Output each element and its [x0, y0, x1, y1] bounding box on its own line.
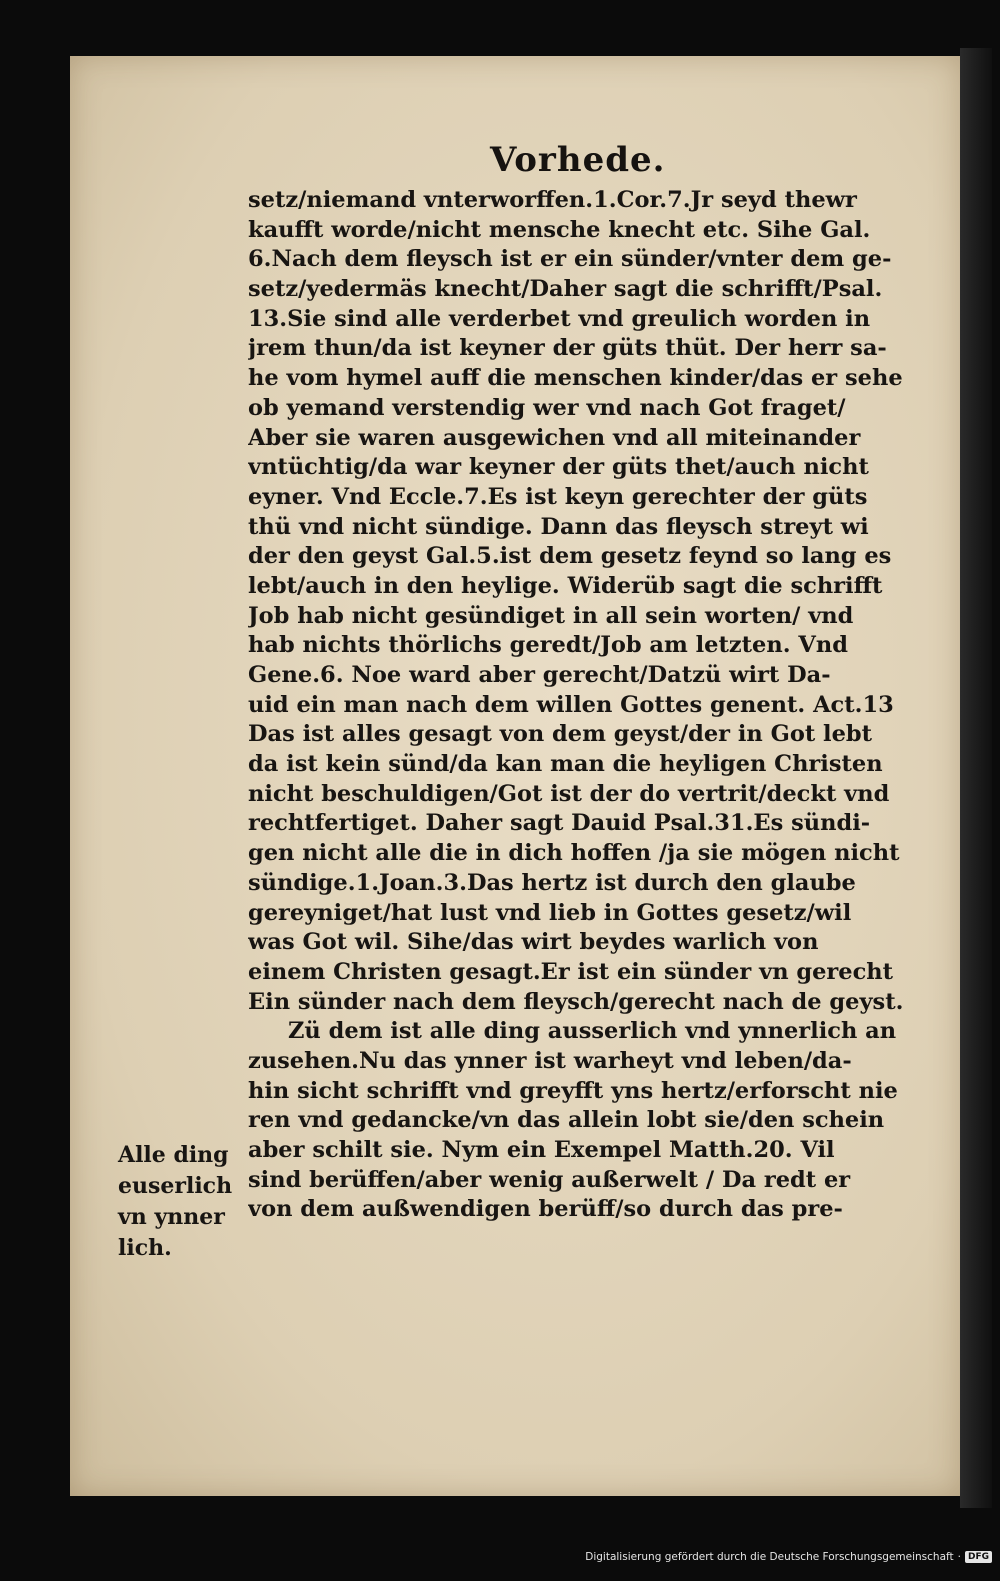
text-line: gereyniget/hat lust vnd lieb in Gottes gesetz/wil	[248, 899, 852, 926]
text-line: Aber sie waren ausgewichen vnd all miteinander	[248, 424, 861, 451]
body-text	[248, 186, 938, 1225]
text-line: hab nichts thörlichs geredt/Job am letzten. Vnd	[248, 632, 848, 659]
page-header: Vorhede.	[490, 140, 666, 180]
text-line: jrem thun/da ist keyner der güts thüt. Der herr sa-	[248, 335, 887, 362]
dfg-logo: DFG	[965, 1551, 992, 1563]
text-line: sündige.1.Joan.3.Das hertz ist durch den glaube	[248, 869, 856, 896]
marginal-line: Alle ding	[118, 1142, 229, 1168]
text-line: gen nicht alle die in dich hoffen /ja sie mögen nicht	[248, 840, 900, 867]
text-line: aber schilt sie. Nym ein Exempel Matth.20. Vil	[248, 1137, 835, 1163]
text-line: eyner. Vnd Eccle.7.Es ist keyn gerechter der güts	[248, 483, 868, 510]
text-line: nicht beschuldigen/Got ist der do vertrit/deckt vnd	[248, 780, 890, 807]
marginal-line: lich.	[118, 1235, 172, 1261]
book-edge	[960, 48, 992, 1508]
text-line: sind berüffen/aber wenig außerwelt / Da redt er	[248, 1166, 851, 1193]
text-line: da ist kein sünd/da kan man die heyligen Christen	[248, 751, 883, 778]
text-line: kaufft worde/nicht mensche knecht etc. Sihe Gal.	[248, 216, 871, 243]
footer-credit-text: Digitalisierung gefördert durch die Deutsche Forschungsgemeinschaft	[585, 1551, 954, 1563]
text-line: 13.Sie sind alle verderbet vnd greulich worden in	[248, 305, 871, 332]
marginal-line: vn ynner	[118, 1204, 225, 1230]
text-line: der den geyst Gal.5.ist dem gesetz feynd so lang es	[248, 543, 892, 570]
text-line: lebt/auch in den heylige. Widerüb sagt die schrifft	[248, 572, 883, 599]
text-line: setz/niemand vnterworffen.1.Cor.7.Jr seyd thewr	[248, 187, 857, 213]
text-line: ob yemand verstendig wer vnd nach Got fraget/	[248, 394, 846, 421]
adjacent-page-bleed	[0, 530, 70, 640]
text-line: ren vnd gedancke/vn das allein lobt sie/den schein	[248, 1107, 885, 1134]
text-line: Das ist alles gesagt von dem geyst/der in Got lebt	[248, 721, 873, 748]
text-line: Job hab nicht gesündiget in all sein worten/ vnd	[248, 602, 854, 629]
text-line: einem Christen gesagt.Er ist ein sünder vn gerecht	[248, 958, 894, 985]
text-line: was Got wil. Sihe/das wirt beydes warlich von	[248, 929, 819, 956]
text-line: hin sicht schrifft vnd greyfft yns hertz/erforscht nie	[248, 1077, 898, 1104]
text-line: vntüchtig/da war keyner der güts thet/auch nicht	[248, 454, 869, 481]
text-line: Gene.6. Noe ward aber gerecht/Datzü wirt Da-	[248, 662, 831, 688]
text-line: zusehen.Nu das ynner ist warheyt vnd leben/da-	[248, 1047, 852, 1074]
marginal-note	[118, 1140, 258, 1264]
text-line: von dem außwendigen berüff/so durch das pre-	[248, 1196, 843, 1223]
text-line: uid ein man nach dem willen Gottes genent. Act.13	[248, 691, 894, 718]
adjacent-page-bleed	[0, 1250, 70, 1340]
text-line: Zü dem ist alle ding ausserlich vnd ynnerlich an	[288, 1018, 897, 1045]
text-line: rechtfertiget. Daher sagt Dauid Psal.31.Es sündi-	[248, 810, 871, 837]
text-line: Ein sünder nach dem fleysch/gerecht nach de geyst.	[248, 988, 904, 1015]
text-line: he vom hymel auff die menschen kinder/das er sehe	[248, 365, 903, 392]
text-line: setz/yedermäs knecht/Daher sagt die schrifft/Psal.	[248, 276, 883, 303]
text-line: thü vnd nicht sündige. Dann das fleysch streyt wi	[248, 513, 869, 540]
footer-credit: Digitalisierung gefördert durch die Deutsche Forschungsgemeinschaft · DFG	[585, 1551, 992, 1563]
marginal-line: euserlich	[118, 1173, 233, 1199]
text-line: 6.Nach dem fleysch ist er ein sünder/vnter dem ge-	[248, 246, 892, 273]
